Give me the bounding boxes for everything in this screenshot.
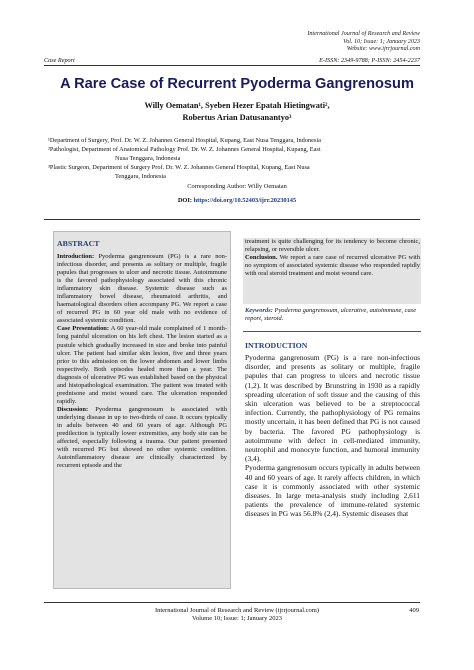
keywords-label: Keywords: [245,307,273,314]
corresponding-author: Corresponding Author: Willy Oematan [187,183,287,190]
footer-volume: Volume 10; Issue: 1; January 2023 [192,615,282,622]
abstract-cont-text: treatment is quite challenging for its tendency to become chronic, relapsing, or reversible ulcer. [245,238,420,254]
affiliation-1: ¹Department of Surgery, Prof. Dr. W. Z. Johannes General Hospital, Kupang, East Nusa Tenggara, Indonesia [48,137,321,144]
abstract-text [57,253,227,470]
affiliation-2: ²Pathologist, Department of Anatomical Pathology Prof. Dr. W. Z. Johannes General Hospital, Kupang, East [48,146,321,153]
introduction-paragraph-2: Pyoderma gangrenosum occurs typically in adults between 40 and 60 years of age. It rarely affects children, in which case it is commonly associated with other systemic diseases. In large meta-analysis study including 2,611 patients the prevalence of immune-related systemic diseases in PG was 56.8% (2,4). Systemic diseases that [245,463,420,519]
doi-link[interactable]: https://doi.org/10.52403/ijrr.20230145 [193,197,297,204]
introduction-heading: INTRODUCTION [245,341,308,350]
affiliation-3-cont: Tenggara, Indonesia [115,173,166,180]
abstract-case-text: A 60 year-old male complained of 1 month-long painful ulceration on his left chest. The lesion started as a pustule which gradually increased in size and broke into painful ulcer. The patient had similar skin lesion, five and three years prior to this admission on the lower abdomen and lower limbs respectively. Both episodes healed more than a year. The diagnosis of ulcerative PG was established based on the physical and histopathological examination. The patient was treated with prednisone and moist wound care. The ulceration responded rapidly. [57,325,227,405]
header-rule [44,65,420,66]
page-number: 409 [409,607,419,614]
abstract-case [57,325,227,405]
abstract-intro-text: Pyoderma gangrenosum (PG) is a rare non-infectious disorder, and presents as solitary or multiple, fragile papules that progresses to ulcer and necrotic tissue. Autoimmune is the favored pathophysiology associated with this chronic inflammatory skin disease. Systemic disease such as inflammatory bowel disease, rheumatoid arthritis, and haematological disorders often accompany PG. We report a case of recurred PG in 60 year old male with no evidence of associated systemic condition. [57,253,227,325]
abstract-intro-label: Introduction: [57,253,95,260]
introduction-paragraph-1: Pyoderma gangrenosum (PG) is a rare non-infectious disorder, and presents as solitary or multiple, fragile papules that can progress to ulcers and necrotic tissue (1,2). It was described by Brunstring in 1930 as a rapidly spreading ulceration of soft tissue and the causing of this skin ulceration was believed to be a streptococcal infection. Currently, the pathophysiology of PG remains mostly uncertain, it has been defined that PG is not caused by bacteria. The favored PG pathophysiology is autoimmune with defect in cell-mediated immunity, neutrophil and monocyte function, and humoral immunity (3,4). [245,353,420,464]
journal-volume: Vol. 10; Issue: 1; January 2023 [343,38,420,45]
abstract-continuation [245,238,420,278]
authors-line-1: Willy Oematan¹, Syeben Hezer Epatah Hietingwati², [144,101,330,110]
abstract-concl-label: Conclusion. [245,254,278,262]
affiliation-2-cont: Nusa Tenggara, Indonesia [115,155,181,162]
abstract-introduction [57,253,227,325]
journal-website[interactable]: Website: www.ijrrjournal.com [346,46,420,53]
paper-title: A Rare Case of Recurrent Pyoderma Gangrenosum [60,76,414,92]
abstract-conclusion [245,254,420,278]
abstract-disc-label: Discussion: [57,405,89,413]
abstract-heading: ABSTRACT [57,239,100,248]
footer [0,607,474,623]
abstract-case-label: Case Presentation: [57,325,110,333]
abstract-discussion [57,406,227,470]
keywords-rule [243,331,421,332]
issn: E-ISSN: 2349-9788; P-ISSN: 2454-2237 [319,57,420,64]
journal-name: International Journal of Research and Review [307,31,420,37]
journal-header [307,31,420,54]
authors-line-2: Robertus Arian Datusanantyo³ [182,113,292,122]
affiliations [44,136,420,181]
footer-rule [44,602,420,603]
doi-rule [44,219,420,220]
doi-line [0,197,474,204]
affiliation-3: ³Plastic Surgeon, Department of Surgery Prof. Dr. W. Z. Johannes General Hospital, Kupang, East Nusa [48,164,310,171]
article-type: Case Report [44,57,75,64]
doi-label: DOI: [177,197,193,204]
keywords-text: Pyoderma gangrenosum, ulcerative, autoimmune, case report, steroid. [245,307,417,323]
abstract-concl-text: We report a rare case of recurred ulcerative PG with no symptom of associated systemic disease who responded rapidly with oral steroid treatment and moist wound care. [245,254,420,278]
authors [0,100,474,124]
keywords [245,307,420,323]
abstract-disc-text: Pyoderma gangrenosum is associated with underlying disease in up to two-thirds of case. It occurs typically in adults between 40 and 60 years of age. Although PG predilection is typically lower extremities, any body site can be affected, especially following a trauma. Our patient presented with recurred PG but showed no other systemic condition. Autoinflammatory disease are clinically characterized by recurrent episode and the [57,405,227,470]
footer-journal: International Journal of Research and Review (ijrrjournal.com) [154,607,320,614]
introduction-text [245,353,420,519]
